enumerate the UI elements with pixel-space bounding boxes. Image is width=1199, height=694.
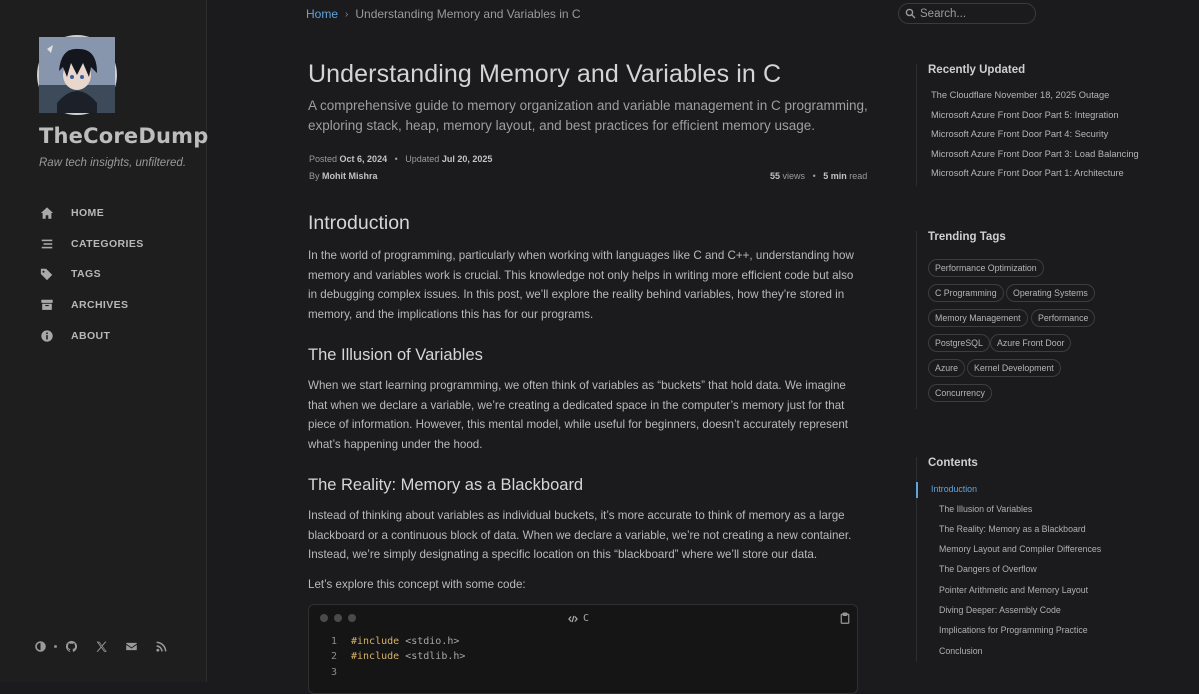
code-directive: #include <box>351 636 400 647</box>
toc-active-marker <box>916 482 918 498</box>
heading-introduction: Introduction <box>308 212 410 234</box>
by-label: By <box>309 171 320 181</box>
paragraph-explore: Let’s explore this concept with some code: <box>308 578 526 591</box>
author-name[interactable]: Mohit Mishra <box>322 171 378 181</box>
theme-toggle-icon[interactable] <box>31 637 49 655</box>
nav-item-archives[interactable] <box>40 295 128 315</box>
code-directive: #include <box>351 651 400 662</box>
paragraph-illusion: When we start learning programming, we often think of variables as “buckets” that hold data. We imagine that when we declare a variable, we’re creating a dedicated space in the computer’s memory just for that piece of information. However, this mental model, while useful for beginners, doesn’t accurately represent what’s happening under the hood. <box>308 379 849 452</box>
paragraph-reality: Instead of thinking about variables as individual buckets, it’s more accurate to think of memory as a large blackboard or a continuous block of data. When we declare a variable, we’re not creating a new container. Instead, we’re simply designating a specific location on this “blackboard” where we’ll store our data. <box>308 509 852 562</box>
tag-pill[interactable]: Concurrency <box>928 384 992 402</box>
stream-icon <box>40 237 54 251</box>
post-stats <box>770 171 867 181</box>
nav-label: HOME <box>71 207 105 219</box>
tag-pill[interactable]: Performance Optimization <box>928 259 1044 277</box>
toc-item[interactable]: Implications for Programming Practice <box>939 625 1088 635</box>
tag-pill[interactable]: Azure <box>928 359 965 377</box>
meta-separator: • <box>812 171 816 181</box>
code-header: <stdio.h> <box>405 636 460 647</box>
table-of-contents <box>916 457 1117 662</box>
heading-illusion-of-variables: The Illusion of Variables <box>308 346 483 364</box>
line-number: 1 <box>330 636 337 647</box>
line-number: 3 <box>330 667 337 678</box>
paragraph-introduction: In the world of programming, particularly when working with languages like C and C++, understanding how memory and variables work is crucial. This knowledge not only helps in writing more efficient code but also in debugging complex issues. In this post, we’ll explore the reality behind variables, how they’re stored in memory, and the implications this has for our programs. <box>308 249 854 322</box>
github-icon[interactable] <box>62 637 80 655</box>
code-language <box>568 613 589 624</box>
tag-pill[interactable]: PostgreSQL <box>928 334 990 352</box>
nav-label: TAGS <box>71 268 101 280</box>
nav-label: CATEGORIES <box>71 238 144 250</box>
posted-date: Oct 6, 2024 <box>339 154 388 164</box>
toc-item[interactable]: Memory Layout and Compiler Differences <box>939 544 1102 554</box>
tag-pill[interactable]: Operating Systems <box>1006 284 1095 302</box>
toc-item[interactable]: Diving Deeper: Assembly Code <box>939 605 1061 615</box>
toc-item-active[interactable]: Introduction <box>931 484 977 494</box>
info-circle-icon <box>40 329 54 343</box>
meta-separator: • <box>394 154 398 164</box>
tag-pill[interactable]: C Programming <box>928 284 1004 302</box>
x-twitter-icon[interactable] <box>92 637 110 655</box>
toc-item[interactable]: The Reality: Memory as a Blackboard <box>939 524 1086 534</box>
breadcrumb-separator: › <box>345 8 349 20</box>
nav-item-about[interactable] <box>40 326 110 346</box>
trending-tags-panel <box>916 231 1117 409</box>
code-icon <box>568 614 578 624</box>
toc-title: Contents <box>928 457 978 469</box>
trending-tags-title: Trending Tags <box>928 231 1006 243</box>
breadcrumb <box>306 7 581 21</box>
home-icon <box>40 206 54 220</box>
sidebar <box>0 0 207 682</box>
tag-pill[interactable]: Kernel Development <box>967 359 1061 377</box>
breadcrumb-current: Understanding Memory and Variables in C <box>355 7 581 21</box>
nav-item-home[interactable] <box>40 203 104 223</box>
read-time: 5 min <box>823 171 847 181</box>
posted-label: Posted <box>309 154 338 164</box>
recently-updated-panel <box>916 64 1139 186</box>
toc-item[interactable]: Conclusion <box>939 646 983 656</box>
read-label: read <box>849 171 868 181</box>
separator-dot <box>54 645 57 648</box>
email-icon[interactable] <box>122 637 140 655</box>
nav-label: ABOUT <box>71 330 111 342</box>
post-description: A comprehensive guide to memory organization and variable management in C programming, exploring stack, heap, memory layout, and best practices for efficient memory usage. <box>308 98 868 133</box>
recently-updated-item[interactable]: Microsoft Azure Front Door Part 5: Integration <box>931 110 1119 120</box>
site-subtitle: Raw tech insights, unfiltered. <box>39 157 187 169</box>
recently-updated-item[interactable]: Microsoft Azure Front Door Part 1: Architecture <box>931 168 1124 178</box>
site-title[interactable]: TheCoreDump <box>39 124 209 148</box>
breadcrumb-home-link[interactable]: Home <box>306 7 339 21</box>
code-block <box>308 604 858 694</box>
search-icon <box>905 8 916 19</box>
recently-updated-item[interactable]: Microsoft Azure Front Door Part 4: Security <box>931 129 1109 139</box>
code-header: <stdlib.h> <box>405 651 466 662</box>
rss-icon[interactable] <box>152 637 170 655</box>
archive-icon <box>40 298 54 312</box>
recently-updated-item[interactable]: The Cloudflare November 18, 2025 Outage <box>931 90 1110 100</box>
code-language-label: C <box>583 613 590 624</box>
tag-pill[interactable]: Performance <box>1031 309 1095 327</box>
updated-label: Updated <box>405 154 440 164</box>
sidebar-bottom <box>31 637 170 655</box>
views-label: views <box>782 171 806 181</box>
post-author <box>309 171 378 181</box>
window-dots <box>320 614 362 622</box>
post-title: Understanding Memory and Variables in C <box>308 60 782 88</box>
recently-updated-item[interactable]: Microsoft Azure Front Door Part 3: Load Balancing <box>931 149 1139 159</box>
tag-pill[interactable]: Azure Front Door <box>990 334 1071 352</box>
toc-item[interactable]: The Illusion of Variables <box>939 504 1033 514</box>
search-box[interactable] <box>898 3 1036 24</box>
nav-item-categories[interactable] <box>40 234 144 254</box>
avatar-image <box>39 37 115 113</box>
post-dates <box>309 154 492 164</box>
tag-pill[interactable]: Memory Management <box>928 309 1028 327</box>
line-number: 2 <box>330 651 337 662</box>
search-input[interactable] <box>920 8 1030 20</box>
nav-label: ARCHIVES <box>71 299 129 311</box>
nav-item-tags[interactable] <box>40 264 101 284</box>
updated-date: Jul 20, 2025 <box>441 154 493 164</box>
recently-updated-title: Recently Updated <box>928 64 1026 76</box>
copy-code-button[interactable] <box>839 611 853 625</box>
avatar[interactable] <box>37 35 117 115</box>
clipboard-icon <box>839 612 851 624</box>
toc-item[interactable]: Pointer Arithmetic and Memory Layout <box>939 585 1089 595</box>
views-count: 55 <box>770 171 781 181</box>
heading-memory-blackboard: The Reality: Memory as a Blackboard <box>308 476 584 494</box>
toc-item[interactable]: The Dangers of Overflow <box>939 564 1037 574</box>
tags-icon <box>40 267 54 281</box>
